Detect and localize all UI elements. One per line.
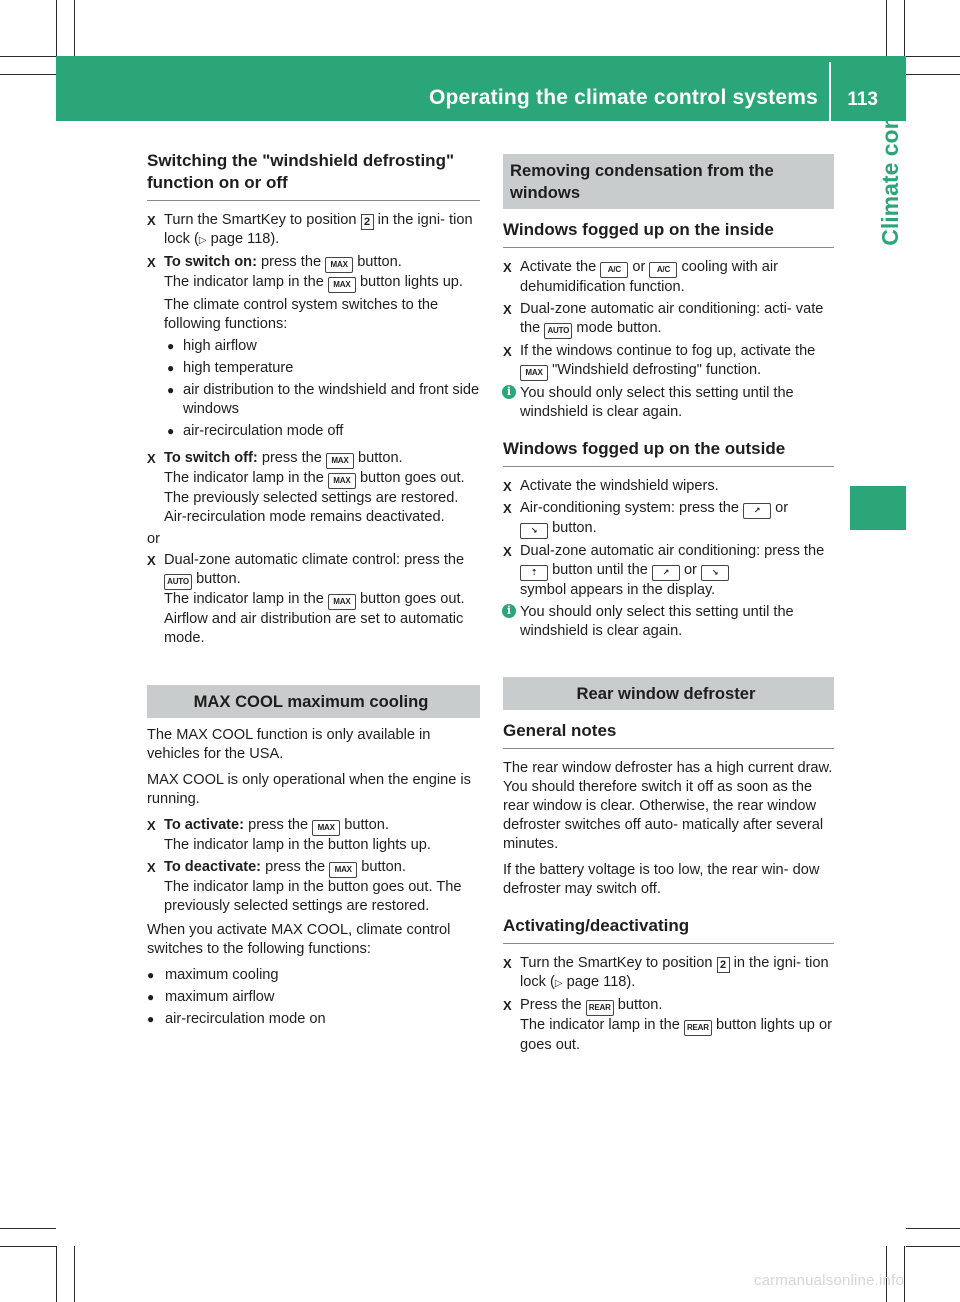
list-item: ● air-recirculation mode on [147,1011,326,1027]
info-icon: i [502,385,516,399]
crop-mark [74,0,75,56]
subsection-heading: Activating/deactivating [503,915,834,944]
max-defrost-icon: MAX [520,365,548,381]
list-item: ● maximum cooling [147,967,279,983]
max-defrost-icon: MAX [326,453,354,469]
crop-mark [74,1246,75,1302]
auto-icon: AUTO [544,323,572,339]
rear-defrost-icon: REAR [586,1000,614,1016]
list-item: ● high airflow [167,338,257,354]
subsection-heading: Windows fogged up on the inside [503,219,834,248]
step-marker-icon: X [503,479,512,494]
page-ref-icon: ▷ [554,978,563,989]
bullet-icon: ● [147,1012,155,1026]
key-position-icon: 2 [717,957,730,973]
section-heading: Switching the "windshield defrosting" function on or off [147,150,480,201]
paragraph: The MAX COOL function is only available in vehicles for the USA. [147,727,431,762]
instruction-step: X To deactivate: press the MAX button. The indicator lamp in the button goes out. The previously selected settings are restored. [147,859,462,914]
instruction-step: X To switch off: press the MAX button. The indicator lamp in the MAX button goes out. The previously selected settings are restored. Air-recirculation mode remains deactivated. [147,450,465,525]
chapter-tab-label: Climate control [877,78,903,246]
auto-icon: AUTO [164,574,192,590]
bullet-icon: ● [167,361,175,375]
crop-mark [904,1246,905,1302]
left-column [147,150,480,1032]
step-marker-icon: X [503,956,512,971]
paragraph: The rear window defroster has a high current draw. You should therefore switch it off as soon as the rear window is clear. Otherwise, the rear window defroster switches off auto- matically after several minutes. [503,760,833,852]
max-defrost-icon: MAX [328,473,356,489]
crop-mark [0,74,56,75]
crop-mark [906,1228,960,1229]
max-defrost-icon: MAX [325,257,353,273]
list-item: ● maximum airflow [147,989,275,1005]
instruction-step: X Activate the A/C or A/C cooling with air dehumidification function. [503,259,779,295]
step-marker-icon: X [147,860,156,875]
crop-mark [0,1228,56,1229]
section-title: Operating the climate control systems [428,86,818,109]
airflow-distribution-icon: ⇡ [520,565,548,581]
step-marker-icon: X [147,451,156,466]
ac-rest-icon: A/C [649,262,677,278]
crop-mark [56,1246,57,1302]
crop-mark [906,1246,960,1247]
instruction-step: X If the windows continue to fog up, activate the MAX "Windshield defrosting" function. [503,342,834,381]
crop-mark [0,1246,56,1247]
page-ref-icon: ▷ [198,235,207,246]
ac-icon: A/C [600,262,628,278]
key-position-icon: 2 [361,214,374,230]
windshield-airflow-icon: ↗ [652,565,680,581]
list-item: ● air distribution to the windshield and front side windows [167,382,480,417]
step-marker-icon: X [147,553,156,568]
list-item: ● air-recirculation mode off [167,423,344,439]
section-band: Removing condensation from the windows [503,154,834,209]
info-note: i You should only select this setting until the windshield is clear again. [503,603,834,641]
windshield-foot-airflow-icon: ↘ [520,523,548,539]
section-band: MAX COOL maximum cooling [147,685,480,718]
rear-defrost-icon: REAR [684,1020,712,1036]
paragraph: MAX COOL is only operational when the engine is running. [147,772,471,807]
watermark: carmanualsonline.info [753,1272,904,1289]
instruction-step: X Turn the SmartKey to position 2 in the igni- tion lock (▷ page 118). [503,955,829,990]
instruction-step: X Dual-zone automatic air conditioning: press the ⇡ button until the ↗ or ↘ symbol appears in the display. [503,543,825,598]
subsection-heading: General notes [503,720,834,749]
list-item: ● high temperature [167,360,294,376]
max-cool-icon: MAX [329,862,357,878]
subsection-heading: Windows fogged up on the outside [503,438,834,467]
max-defrost-icon: MAX [328,277,356,293]
instruction-step: X Dual-zone automatic air conditioning: acti- vate the AUTO mode button. [503,300,834,339]
instruction-step: X To switch on: press the MAX button. The indicator lamp in the MAX button lights up. The climate control system switches to the following functions: [147,254,463,332]
step-marker-icon: X [503,998,512,1013]
step-marker-icon: X [503,344,512,359]
crop-mark [0,56,56,57]
page-header [56,56,906,121]
paragraph: When you activate MAX COOL, climate control switches to the following functions: [147,922,451,957]
instruction-step: X Activate the windshield wipers. [503,478,719,494]
instruction-step: X Dual-zone automatic climate control: press the AUTO button. The indicator lamp in the MAX button goes out. Airflow and air distribution are set to automatic mode. [147,552,465,646]
bullet-icon: ● [167,424,175,438]
instruction-step: X Press the REAR button. The indicator lamp in the REAR button lights up or goes out. [503,997,832,1053]
max-cool-icon: MAX [312,820,340,836]
max-defrost-icon: MAX [328,594,356,610]
paragraph: If the battery voltage is too low, the rear win- dow defroster may switch off. [503,862,820,897]
step-marker-icon: X [147,818,156,833]
windshield-airflow-icon: ↗ [743,503,771,519]
info-icon: i [502,604,516,618]
bullet-icon: ● [167,383,175,397]
chapter-marker [850,486,906,530]
step-marker-icon: X [503,501,512,516]
or-text: or [147,531,160,547]
bullet-icon: ● [167,339,175,353]
step-marker-icon: X [503,260,512,275]
step-marker-icon: X [503,544,512,559]
bullet-icon: ● [147,968,155,982]
windshield-foot-airflow-icon: ↘ [701,565,729,581]
bullet-icon: ● [147,990,155,1004]
instruction-step: X Air-conditioning system: press the ↗ or ↘ button. [503,499,834,539]
step-marker-icon: X [503,302,512,317]
crop-mark [56,0,57,56]
instruction-step: X Turn the SmartKey to position 2 in the igni- tion lock (▷ page 118). [147,212,473,247]
instruction-step: X To activate: press the MAX button. The indicator lamp in the button lights up. [147,817,431,853]
header-divider [829,62,831,121]
info-note: i You should only select this setting until the windshield is clear again. [503,384,834,422]
section-band: Rear window defroster [503,677,834,710]
step-marker-icon: X [147,255,156,270]
step-marker-icon: X [147,213,156,228]
right-column [503,154,834,1058]
page-number: 113 [847,89,878,110]
